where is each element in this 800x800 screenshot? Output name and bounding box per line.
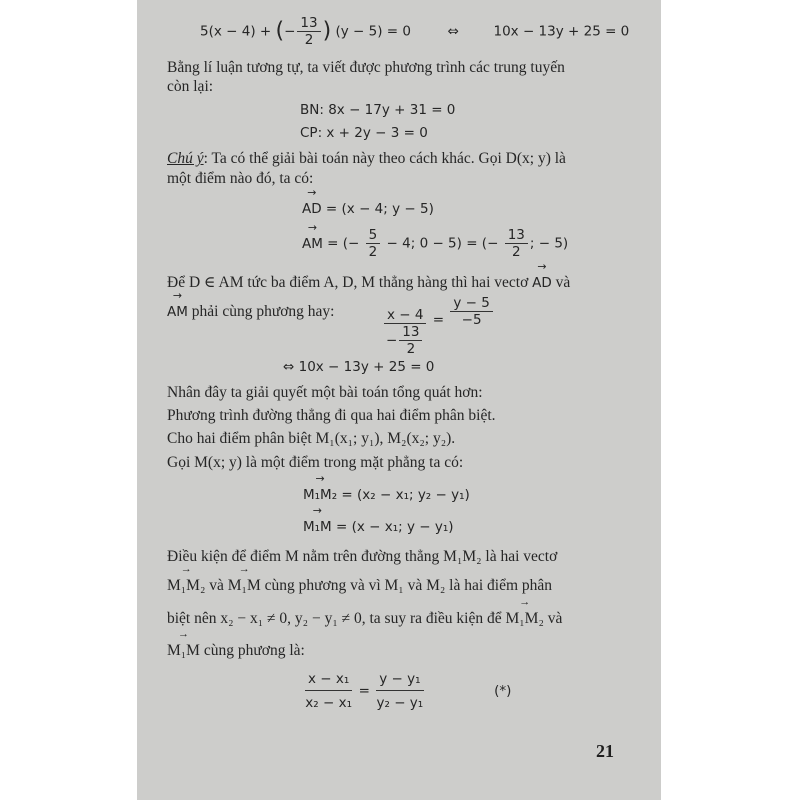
book-page — [137, 0, 661, 800]
paragraph-line: Gọi M(x; y) là một điểm trong mặt phẳng ta có: — [167, 454, 464, 471]
equation-result: 10x − 13y + 25 = 0 — [493, 23, 630, 40]
paragraph-line: Điều kiện để điểm M nằm trên đường thẳng M₁M₂ là hai vectơ — [167, 548, 558, 565]
fraction: $\frac{5}{2}$ — [366, 228, 381, 259]
final-equation: $\frac{\text{x − x₁}}{\text{x₂ − x₁}}$ = $\frac{\text{y − y₁}}{\text{y₂ − y₁}}$ (*) — [305, 671, 512, 711]
denominator: 2 — [304, 32, 314, 48]
fraction: $\frac{y - 5}{-5}$ — [450, 296, 492, 327]
top-equation: 5(x − 4) + (− $\frac{13}{2}$ ) (y − 5) = 0 ⇔ 10x − 13y + 25 = 0 — [200, 15, 630, 48]
fraction: $\frac{\text{x − x₁}}{\text{x₂ − x₁}}$ — [305, 671, 352, 711]
page-number: 21 — [596, 741, 614, 761]
paragraph-line: biệt nên x₂ − x₁ ≠ 0, y₂ − y₁ ≠ 0, ta suy ra điều kiện để → M₁M₂ và — [167, 596, 563, 627]
sign: − — [284, 23, 296, 40]
fraction — [297, 16, 320, 47]
median-cp-equation: CP: x + 2y − 3 = 0 — [300, 125, 428, 141]
fraction: $\frac{\text{y − y₁}}{\text{y₂ − y₁}}$ — [376, 671, 424, 711]
equation-part: (y − 5) = 0 — [335, 23, 411, 40]
paragraph-line: → AM phải cùng phương hay: — [167, 289, 335, 320]
fraction: x − 4 − $\frac{13}{2}$ — [384, 308, 426, 356]
vector-m1m: → M₁M = (x − x₁; y − y₁) — [303, 504, 454, 535]
numerator: 13 — [297, 16, 320, 32]
result-equation: ⇔ 10x − 13y + 25 = 0 — [283, 359, 435, 375]
median-bn-equation: BN: 8x − 17y + 31 = 0 — [300, 102, 456, 118]
note-label: Chú ý — [167, 150, 204, 167]
iff-symbol: ⇔ — [447, 23, 459, 40]
equation-part: 5(x − 4) + — [200, 23, 276, 40]
paragraph-line: Nhân đây ta giải quyết một bài toán tổng quát hơn: — [167, 384, 483, 401]
vector-label: AM — [302, 235, 323, 252]
vector-label: AD — [302, 201, 322, 217]
equation-tag: (*) — [494, 683, 512, 699]
paragraph-line: Để D ∈ AM tức ba điểm A, D, M thẳng hàng thì hai vectơ → AD và — [167, 260, 571, 291]
paragraph-line: một điểm nào đó, ta có: — [167, 170, 314, 187]
vector-value: = (x − 4; y − 5) — [321, 201, 434, 217]
note-text: : Ta có thể giải bài toán này theo cách khác. Gọi D(x; y) là — [203, 150, 566, 167]
paragraph-line: Bằng lí luận tương tự, ta viết được phương trình các trung tuyến — [167, 59, 565, 76]
paragraph-line: → M₁M cùng phương là: — [167, 628, 305, 659]
collinear-equation: x − 4 − $\frac{13}{2}$ = $\frac{y - 5}{-5}$ — [382, 296, 495, 356]
vector-m1m2: → M₁M₂ = (x₂ − x₁; y₂ − y₁) — [303, 472, 470, 503]
paragraph-line: còn lại: — [167, 78, 214, 95]
paragraph-line: → M₁M₂ và → M₁M cùng phương và vì M₁ và M₂ là hai điểm phân — [167, 563, 553, 594]
vector-am: → AM = (− $\frac{5}{2}$ − 4; 0 − 5) = (− $\frac{13}{2}$ ; − 5) — [302, 220, 569, 260]
paragraph-line: Cho hai điểm phân biệt M₁(x₁; y₁), M₂(x₂; y₂). — [167, 430, 456, 447]
note-line — [167, 150, 566, 168]
vector-ad: → AD = (x − 4; y − 5) — [302, 186, 434, 217]
paragraph-line: Phương trình đường thẳng đi qua hai điểm phân biệt. — [167, 407, 496, 424]
fraction: $\frac{13}{2}$ — [505, 228, 528, 259]
